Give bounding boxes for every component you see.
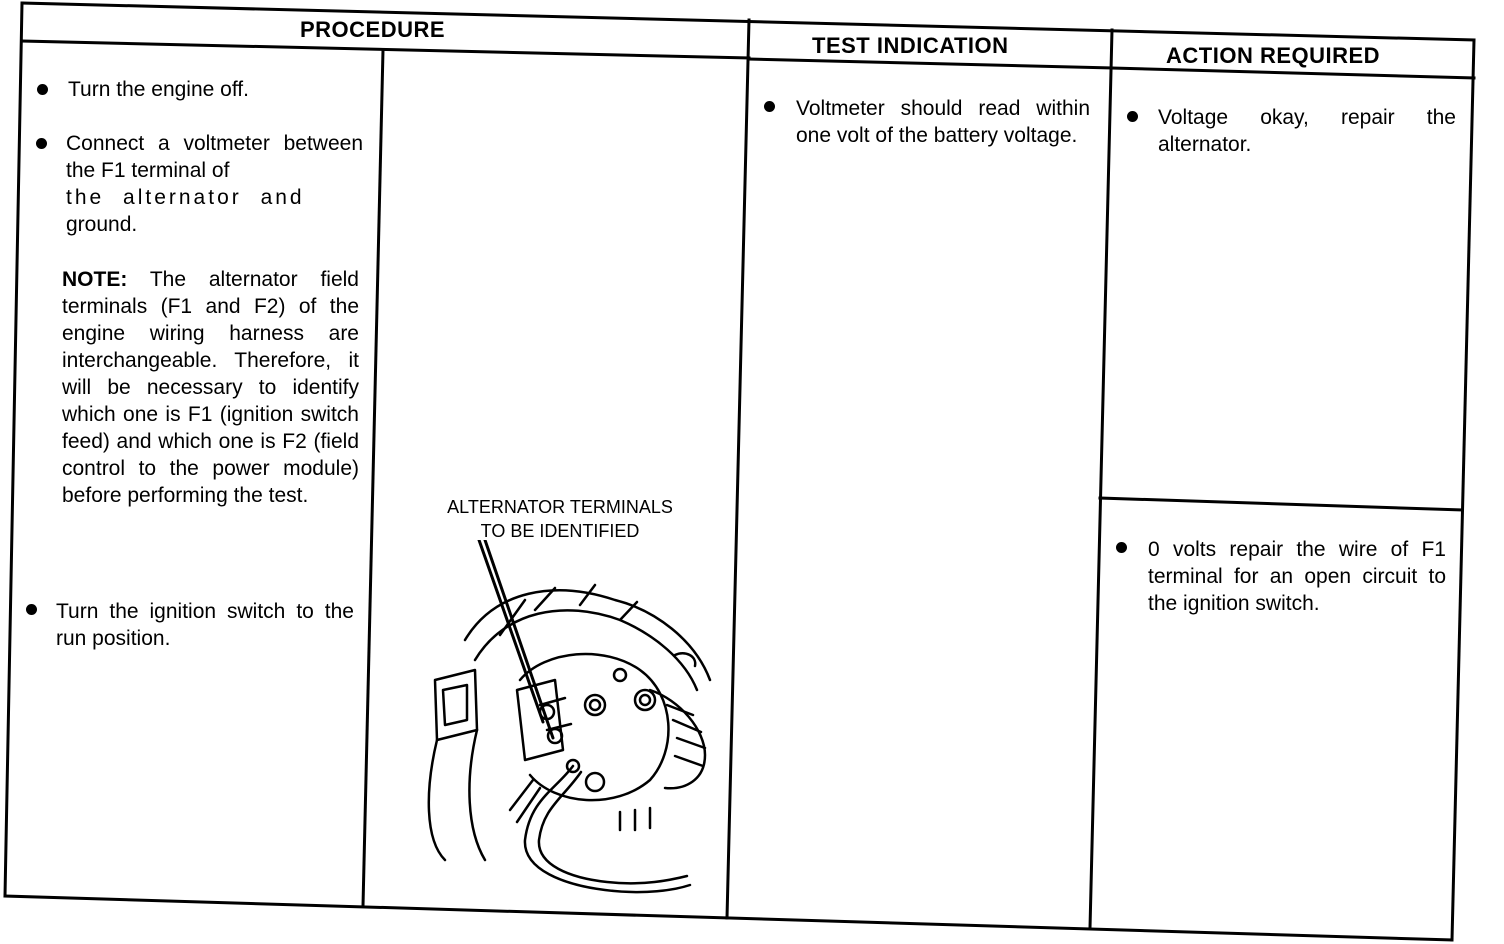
procedure-note xyxy=(62,266,359,509)
procedure-subdivider xyxy=(363,50,383,906)
procedure-step-2-line-b: the alternator and xyxy=(66,186,305,209)
procedure-step-3: Turn the ignition switch to the run position. xyxy=(56,600,354,650)
table-right-border xyxy=(1452,40,1474,940)
note-label: NOTE: xyxy=(62,268,128,291)
test-indication-item-1: Voltmeter should read within one volt of the battery voltage. xyxy=(796,97,1090,147)
header-test-indication: TEST INDICATION xyxy=(812,33,1009,58)
table-left-border xyxy=(5,3,22,896)
action-row-divider xyxy=(1100,498,1462,510)
bullet-icon xyxy=(1127,111,1138,122)
procedure-step-2-line-a: Connect a voltmeter between the F1 terminal of xyxy=(66,132,363,182)
column-divider-1 xyxy=(727,20,749,918)
action-required-item-1: Voltage okay, repair the alternator. xyxy=(1158,106,1456,156)
bullet-icon xyxy=(764,101,775,112)
procedure-header-rule xyxy=(22,41,749,58)
header-procedure: PROCEDURE xyxy=(300,17,446,42)
test-header-rule xyxy=(749,59,1112,68)
header-action-required: ACTION REQUIRED xyxy=(1166,43,1381,68)
bullet-icon xyxy=(36,138,47,149)
procedure-step-1: Turn the engine off. xyxy=(68,78,249,101)
column-divider-2 xyxy=(1090,30,1112,928)
procedure-step-2-line-c: ground. xyxy=(66,213,138,236)
procedure-step-2 xyxy=(66,130,363,238)
bullet-icon xyxy=(1116,542,1127,553)
alternator-illustration xyxy=(405,540,725,900)
action-required-item-2: 0 volts repair the wire of F1 terminal for an open circuit to the ignition switch. xyxy=(1148,538,1446,615)
bullet-icon xyxy=(37,84,48,95)
note-text: The alternator field terminals (F1 and F2) of the engine wiring harness are interchangeable. Therefore, it will be necessary to identify which one is F1 (ignition switch feed) and which one is F2 (field control to the power module) before performing the test. xyxy=(62,268,359,507)
action-header-rule xyxy=(1112,68,1474,78)
bullet-icon xyxy=(26,604,37,615)
illustration-caption: ALTERNATOR TERMINALS TO BE IDENTIFIED xyxy=(447,497,673,541)
